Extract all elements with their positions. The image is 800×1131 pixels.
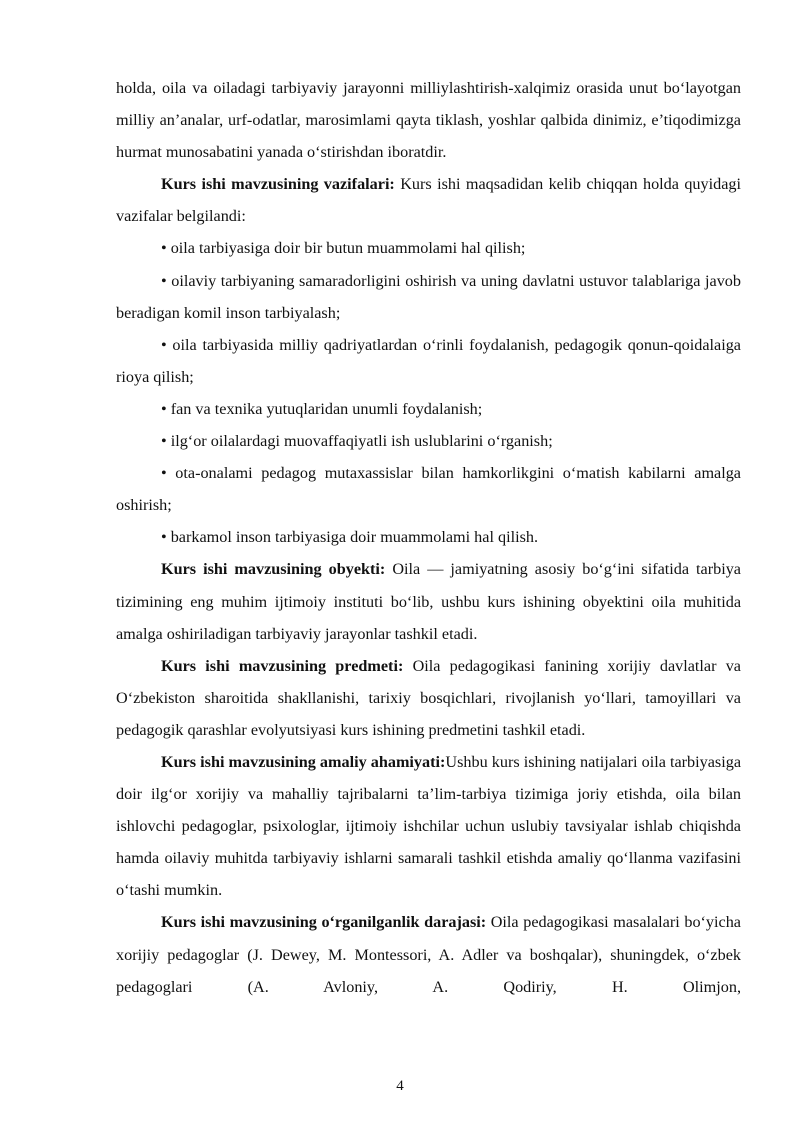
task-item: • oilaviy tarbiyaning samaradorligini oshirish va uning davlatni ustuvor talablariga javob beradigan komil inson tarbiyalash; [116,271,741,322]
task-item: • ilg‘or oilalardagi muovaffaqiyatli ish uslublarini o‘rganish; [161,432,553,451]
subject-text: Oila pedagogikasi fanining xorijiy davlatlar va O‘zbekiston sharoitida shakllanishi, tarixiy bosqichlari, rivojlanish yo‘llari, tamoyillari va pedagogik qarashlar evolyutsiyasi kurs ishining predmetini tashkil etadi. [116,656,741,739]
subject-heading: Kurs ishi mavzusining predmeti: [161,656,404,675]
object-text: Oila — jamiyatning asosiy bo‘g‘ini sifatida tarbiya tizimining eng muhim ijtimoiy instituti bo‘lib, ushbu kurs ishining obyektini oila muhitida amalga oshiriladigan tarbiyaviy jarayonlar tashkil etadi. [116,560,741,643]
study-degree-heading: Kurs ishi mavzusining o‘rganilganlik darajasi: [161,913,487,932]
tasks-text: Kurs ishi maqsadidan kelib chiqqan holda quyidagi vazifalar belgilandi: [116,175,741,226]
subject-paragraph [116,650,741,746]
task-item: • barkamol inson tarbiyasiga doir muammolami hal qilish. [161,528,539,547]
task-item: • oila tarbiyasida milliy qadriyatlardan o‘rinli foydalanish, pedagogik qonun-qoidalaiga rioya qilish; [116,335,741,386]
page-number: 4 [396,1078,404,1094]
tasks-paragraph [116,168,741,232]
study-degree-paragraph [116,906,741,1002]
object-heading: Kurs ishi mavzusining obyekti: [161,560,386,579]
object-paragraph [116,553,741,649]
intro-paragraph: holda, oila va oiladagi tarbiyaviy jarayonni milliylashtirish-xalqimiz orasida unut bo‘layotgan milliy an’analar, urf-odatlar, marosimlami qayta tiklash, yoshlar qalbida dinimiz, e’tiqodimizga hurmat munosabatini yanada o‘stirishdan iboratdir. [116,79,741,162]
practical-paragraph [116,746,741,906]
task-item: • oila tarbiyasiga doir bir butun muammolami hal qilish; [161,239,526,258]
task-item: • ota-onalami pedagog mutaxassislar bilan hamkorlikgini o‘matish kabilarni amalga oshirish; [116,464,741,515]
task-item: • fan va texnika yutuqlaridan unumli foydalanish; [161,399,483,418]
practical-text: Ushbu kurs ishining natijalari oila tarbiyasiga doir ilg‘or xorijiy va mahalliy tajribalarni ta’lim-tarbiya tizimiga joriy etishda, oila bilan ishlovchi pedagoglar, psixologlar, ijtimoiy ishchilar uchun uslubiy tavsiyalar ishlab chiqishda hamda oilaviy muhitda tarbiyaviy ishlarni samarali tashkil etishda amaliy qo‘llanma vazifasini o‘tashi mumkin. [116,752,741,900]
document-page [116,72,741,1003]
tasks-heading: Kurs ishi mavzusining vazifalari: [161,175,395,194]
practical-heading: Kurs ishi mavzusining amaliy ahamiyati: [161,752,446,771]
study-degree-text: Oila pedagogikasi masalalari bo‘yicha xorijiy pedagoglar (J. Dewey, M. Montessori, A. Adler va boshqalar), shuningdek, o‘zbek pedagoglari (A. Avloniy, A. Qodiriy, H. Olimjon, [116,913,741,996]
